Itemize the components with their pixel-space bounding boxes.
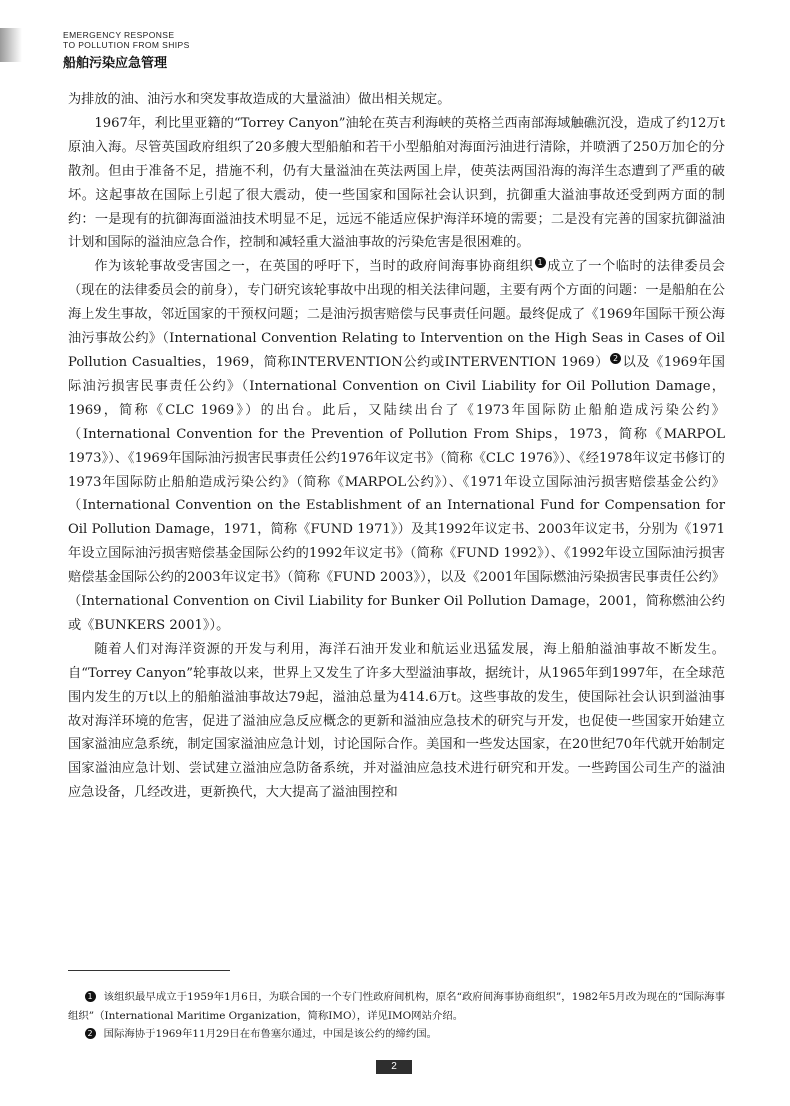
running-header [63,30,190,71]
footnote-2 [68,1025,725,1044]
footnote-marker-2: 2 [85,1028,96,1039]
paragraph-4: 随着人们对海洋资源的开发与利用，海洋石油开发业和航运业迅猛发展，海上船舶溢油事故不断发生。自“Torrey Canyon”轮事故以来，世界上又发生了许多大型溢油事故，据统计，从1965年到1997年，在全球范围内发生的万t以上的船舶溢油事故达79起，溢油总量为414.6万t。这些事故的发生，使国际社会认识到溢油事故对海洋环境的危害，促进了溢油应急反应概念的更新和溢油应急技术的研究与开发，也促使一些国家开始建立国家溢油应急系统，制定国家溢油应急计划，讨论国际合作。美国和一些发达国家，在20世纪70年代就开始制定国家溢油应急计划、尝试建立溢油应急防备系统，并对溢油应急技术进行研究和开发。一些跨国公司生产的溢油应急设备，几经改进，更新换代，大大提高了溢油围控和 [68,641,725,801]
paragraph-3-part-b: 成立了一个临时的法律委员会（现在的法律委员会的前身），专门研究该轮事故中出现的相关法律问题，主要有两个方面的问题：一是船舶在公海上发生事故，邻近国家的干预权问题；二是油污损害赔偿与民事责任问题。最终促成了《1969年国际干预公海油污事故公约》（International Convention Relating to Intervention on the High Seas in Cases of Oil Pollution Casualties，1969，简称INTERVENTION公约或INTERVENTION 1969） [68,259,725,370]
paragraph-3-part-a: 作为该轮事故受害国之一，在英国的呼吁下，当时的政府间海事协商组织 [94,259,534,275]
paragraph-3 [68,255,725,638]
footnote-marker-1: 1 [85,991,96,1002]
header-chinese-title: 船舶污染应急管理 [63,56,168,71]
footnote-ref-1[interactable]: 1 [535,257,546,268]
header-english-line-1: EMERGENCY RESPONSE [63,30,175,40]
footnotes [68,988,725,1044]
footnote-1 [68,988,725,1025]
footnote-1-text: 该组织最早成立于1959年1月6日，为联合国的一个专门性政府间机构，原名“政府间海事协商组织”，1982年5月改为现在的“国际海事组织”（International Maritime Organization，简称IMO），详见IMO网站介绍。 [68,991,725,1022]
paragraph-2: 1967年，利比里亚籍的“Torrey Canyon”油轮在英吉利海峡的英格兰西南部海域触礁沉没，造成了约12万t原油入海。尽管英国政府组织了20多艘大型船舶和若干小型船舶对海面污油进行清除，并喷洒了250万加仑的分散剂。但由于准备不足，措施不利，仍有大量溢油在英法两国上岸，使英法两国沿海的海洋生态遭到了严重的破坏。这起事故在国际上引起了很大震动，使一些国家和国际社会认识到，抗御重大溢油事故还受到两方面的制约：一是现有的抗御海面溢油技术明显不足，远远不能适应保护海洋环境的需要；二是没有完善的国家抗御溢油计划和国际的溢油应急合作，控制和减轻重大溢油事故的污染危害是很困难的。 [68,115,725,251]
page-number: 2 [376,1060,412,1074]
footnote-2-text: 国际海协于1969年11月29日在布鲁塞尔通过，中国是该公约的缔约国。 [103,1028,438,1041]
footnote-divider [68,970,230,971]
paragraph-3-part-c: 以及《1969年国际油污损害民事责任公约》（International Convention on Civil Liability for Oil Pollution Damage，1969，简称《CLC 1969》）的出台。此后，又陆续出台了《1973年国际防止船舶造成污染公约》（International Convention for the Prevention of Pollution From Ships，1973，简称《MARPOL 1973》）、《1969年国际油污损害民事责任公约1976年议定书》（简称《CLC 1976》）、《经1978年议定书修订的1973年国际防止船舶造成污染公约》（简称《MARPOL公约》）、《1971年设立国际油污损害赔偿基金公约》（International Convention on the Establishment of an International Fund for Compensation for Oil Pollution Damage，1971，简称《FUND 1971》）及其1992年议定书、2003年议定书，分别为《1971年设立国际油污损害赔偿基金国际公约的1992年议定书》（简称《FUND 1992》）、《1992年设立国际油污损害赔偿基金国际公约的2003年议定书》（简称《FUND 2003》），以及《2001年国际燃油污染损害民事责任公约》（International Convention on Civil Liability for Bunker Oil Pollution Damage，2001，简称燃油公约或《BUNKERS 2001》）。 [68,354,725,633]
paragraph-1: 为排放的油、油污水和突发事故造成的大量溢油）做出相关规定。 [68,92,451,107]
header-shade-decoration [0,28,22,62]
header-english-line-2: TO POLLUTION FROM SHIPS [63,40,190,50]
body-text [68,88,725,805]
footnote-ref-2[interactable]: 2 [610,353,621,364]
